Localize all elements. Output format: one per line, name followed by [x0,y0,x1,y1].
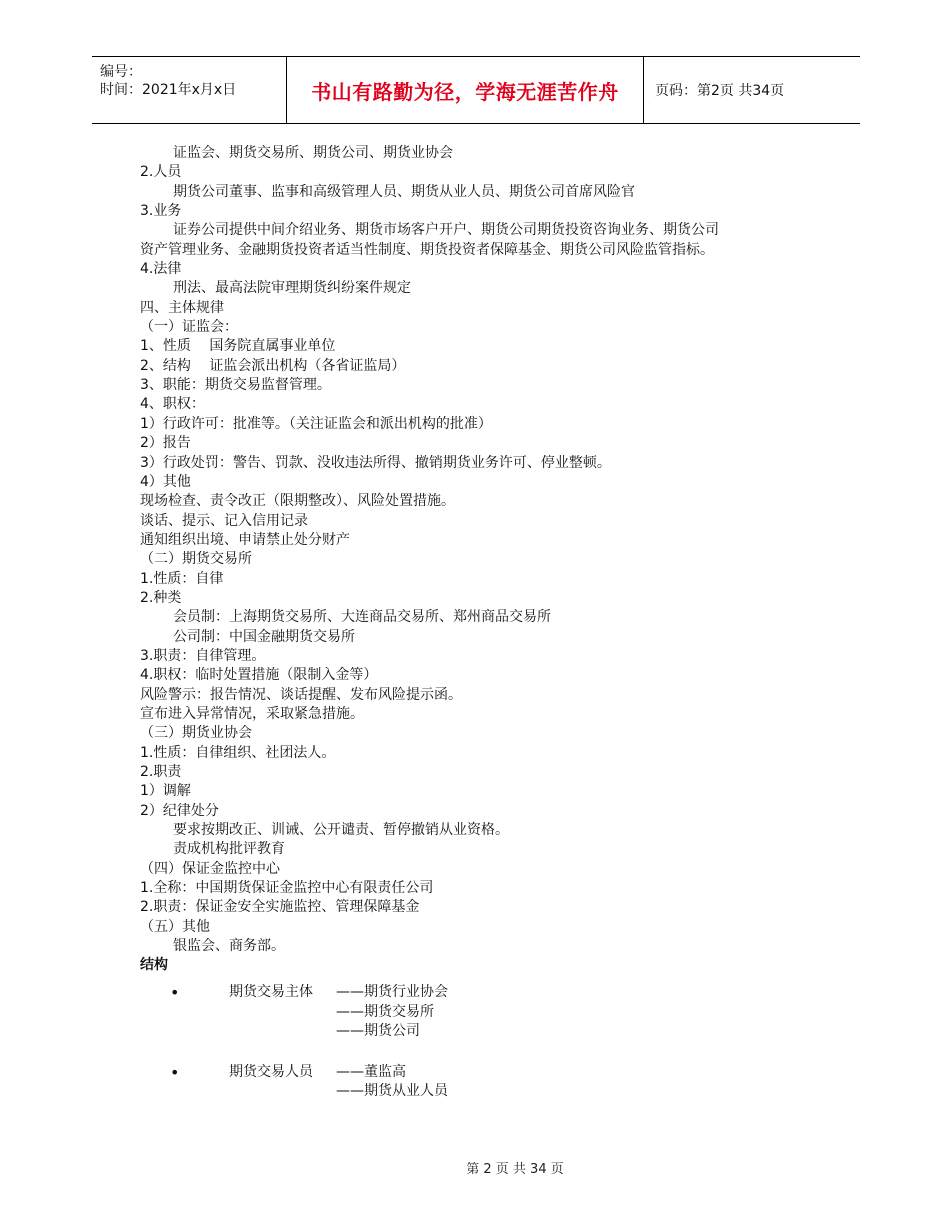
text-line: 4、职权： [140,396,205,413]
structure-row [140,1022,740,1042]
structure-row [140,983,740,1003]
text-line: 1）调解 [140,783,191,800]
text-line: （五）其他 [140,918,210,935]
text-line: 结构 [140,957,168,974]
text-line: 银监会、商务部。 [173,938,285,955]
page-footer: 第 2 页 共 34 页 [466,1162,564,1177]
text-line: 1、性质 国务院直属事业单位 [140,338,336,355]
page-header [92,56,860,124]
text-line: 资产管理业务、金融期货投资者适当性制度、期货投资者保障基金、期货公司风险监管指标。 [140,241,714,258]
structure-row [140,1063,740,1083]
structure-item: ——董监高 [336,1063,406,1080]
document-body [140,144,840,976]
header-motto: 书山有路勤为径，学海无涯苦作舟 [286,57,644,123]
text-line: 期货公司董事、监事和高级管理人员、期货从业人员、期货公司首席风险官 [173,183,635,200]
text-line: 3.业务 [140,203,182,220]
structure-list [140,983,740,1102]
structure-row [140,1082,740,1102]
text-line: 3.职责：自律管理。 [140,647,266,664]
doc-number-label: 编号： [100,64,142,80]
text-line: 2）报告 [140,435,191,452]
text-line: 2.人员 [140,164,182,181]
text-line: 风险警示：报告情况、谈话提醒、发布风险提示函。 [140,686,462,703]
text-line: 要求按期改正、训诫、公开谴责、暂停撤销从业资格。 [173,822,509,839]
text-line: 1.性质：自律组织、社团法人。 [140,744,336,761]
text-line: 2.职责 [140,764,182,780]
text-line: 4.职权：临时处置措施（限制入金等） [140,667,378,684]
structure-spacer [140,1042,740,1063]
text-line: 证监会、期货交易所、期货公司、期货业协会 [173,145,453,161]
structure-item: ——期货从业人员 [336,1083,448,1099]
text-line: 四、主体规律 [140,299,224,316]
text-line: 通知组织出境、申请禁止处分财产 [140,531,350,548]
text-line: （二）期货交易所 [140,551,252,568]
text-line: 3）行政处罚：警告、罚款、没收违法所得、撤销期货业务许可、停业整顿。 [140,454,611,471]
bullet-icon: • [170,983,180,1002]
structure-item: ——期货公司 [336,1023,420,1039]
text-line: 4）其他 [140,473,191,490]
text-line: （一）证监会： [140,319,238,336]
structure-label: 期货交易主体 [229,984,313,1000]
text-line: 公司制：中国金融期货交易所 [173,628,355,645]
text-line: 证券公司提供中间介绍业务、期货市场客户开户、期货公司期货投资咨询业务、期货公司 [173,222,719,239]
text-line: 1）行政许可：批准等。（关注证监会和派出机构的批准） [140,415,492,432]
text-line: 3、职能：期货交易监督管理。 [140,377,331,394]
text-line: 宣布进入异常情况，采取紧急措施。 [140,705,364,722]
text-line: 1.性质：自律 [140,570,224,587]
text-line: 现场检查、责令改正（限期整改）、风险处置措施。 [140,493,455,510]
structure-item: ——期货行业协会 [336,984,448,1000]
structure-item: ——期货交易所 [336,1003,434,1020]
structure-row [140,1003,740,1023]
text-line: 2.种类 [140,589,182,606]
text-line: （四）保证金监控中心 [140,860,280,877]
doc-time-label: 时间：2021年x月x日 [100,82,237,98]
text-line: 2.职责：保证金安全实施监控、管理保障基金 [140,899,420,916]
text-line: 2）纪律处分 [140,802,219,819]
bullet-icon: • [170,1062,180,1082]
text-line: 谈话、提示、记入信用记录 [140,512,308,529]
text-line: 会员制：上海期货交易所、大连商品交易所、郑州商品交易所 [173,609,551,626]
text-line: 刑法、最高法院审理期货纠纷案件规定 [173,280,411,297]
text-line: （三）期货业协会 [140,725,252,742]
text-line: 2、结构 证监会派出机构（各省证监局） [140,357,406,374]
header-meta [92,57,286,123]
text-line: 1.全称：中国期货保证金监控中心有限责任公司 [140,880,434,897]
header-page-number: 页码：第2页 共34页 [655,83,785,99]
text-line: 责成机构批评教育 [173,841,285,858]
structure-label: 期货交易人员 [229,1063,313,1080]
text-line: 4.法律 [140,261,182,278]
